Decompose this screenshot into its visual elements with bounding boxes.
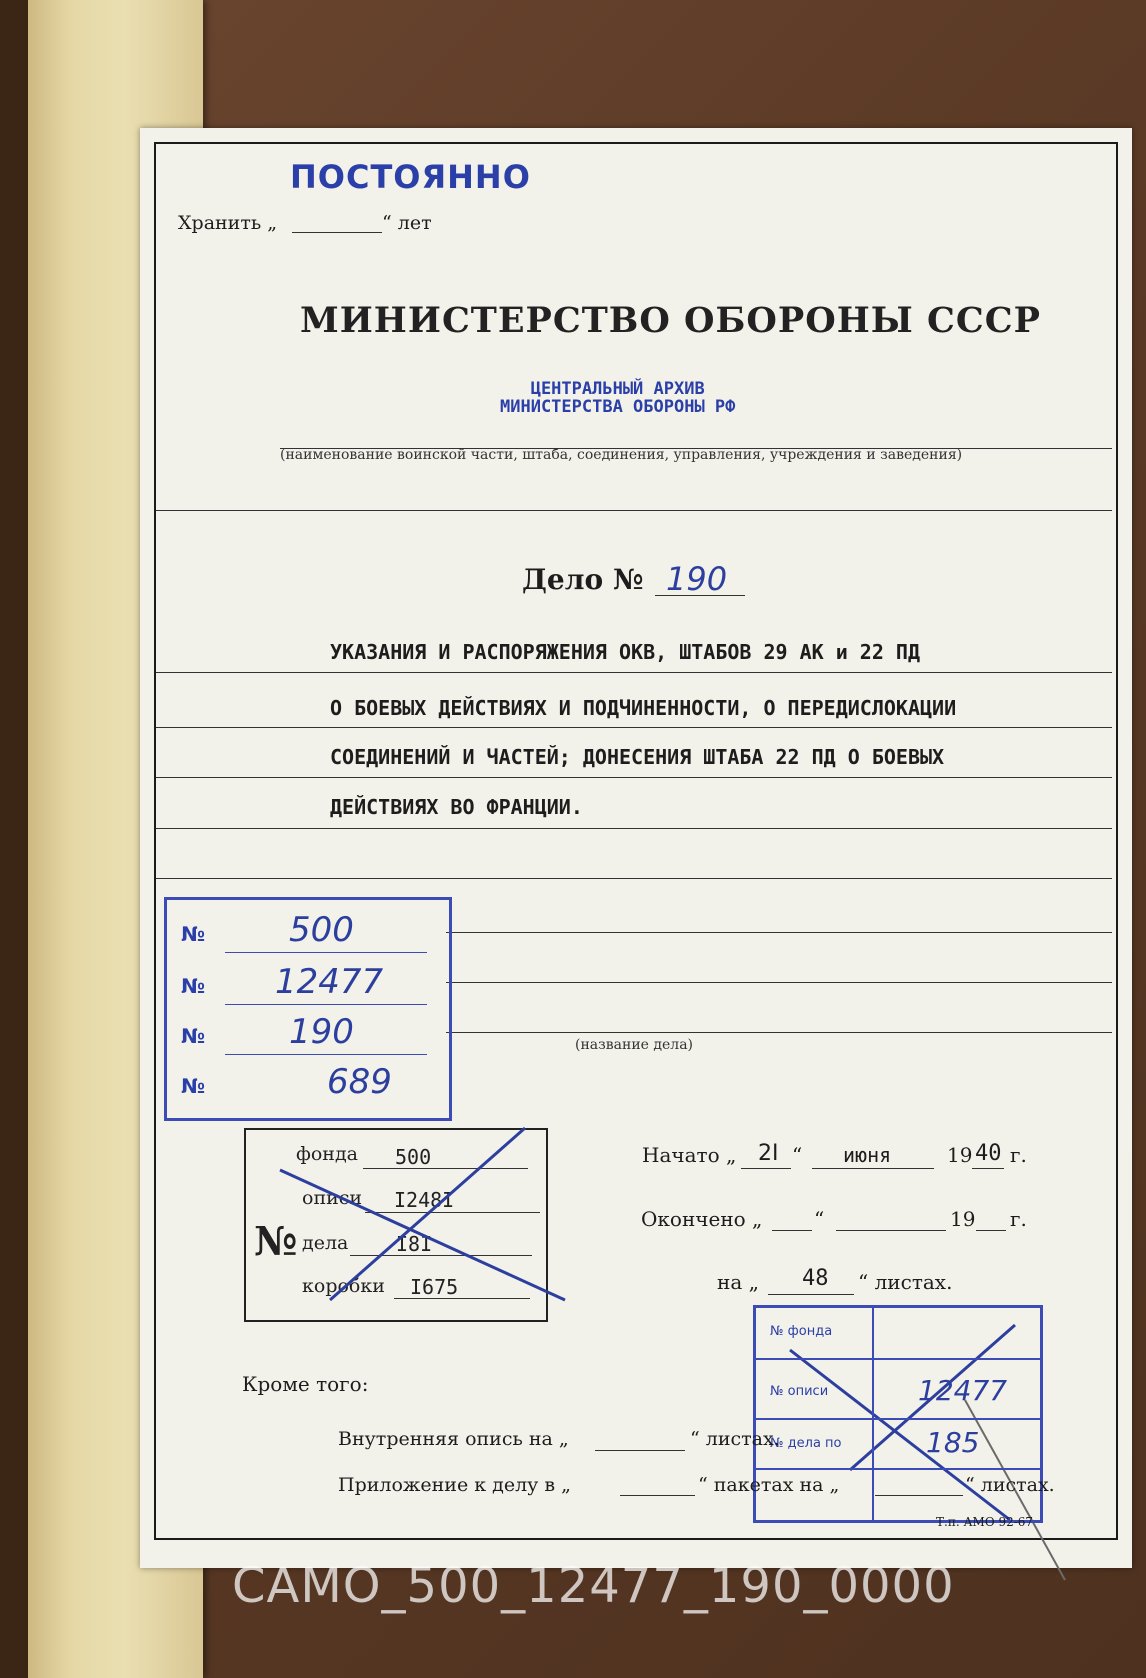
case-title-line-1: УКАЗАНИЯ И РАСПОРЯЖЕНИЯ ОКВ, ШТАБОВ 29 АК и 22 ПД [330, 640, 921, 664]
ministry-title: МИНИСТЕРСТВО ОБОРОНЫ СССР [300, 300, 1041, 341]
permanent-stamp: ПОСТОЯННО [290, 158, 531, 196]
inner-inventory-suffix: “ листах. [690, 1428, 780, 1450]
keep-suffix: “ лет [382, 212, 432, 234]
archive-box-label-4: № [181, 1074, 206, 1098]
case-field-label: дела [302, 1232, 349, 1254]
inner-inventory-line [595, 1450, 685, 1451]
finished-day-line [772, 1230, 812, 1231]
attachment-label: Приложение к делу в „ [338, 1474, 571, 1496]
keep-label: Хранить „ [178, 212, 278, 234]
attachment-sheets-line [875, 1495, 963, 1496]
finished-mid: “ [814, 1207, 825, 1231]
print-mark: Т.п. АМО 92-67 [936, 1515, 1034, 1529]
started-day: 2I [758, 1141, 779, 1166]
fond-box-number-sign: № [254, 1218, 298, 1265]
ref-fond-label: № фонда [770, 1324, 833, 1339]
fond-value: 500 [395, 1145, 432, 1169]
inner-inventory-label: Внутренняя опись на „ [338, 1428, 569, 1450]
inventory-value: I248I [394, 1188, 455, 1212]
attachment-packets-line [620, 1495, 695, 1496]
archive-box-label-1: № [181, 922, 206, 946]
sheets-value: 48 [802, 1266, 829, 1291]
sheets-suffix: “ листах. [858, 1270, 953, 1294]
archive-box-case: 190 [289, 1012, 354, 1052]
started-label: Начато „ [642, 1143, 737, 1167]
attachment-suffix: “ листах. [965, 1474, 1055, 1496]
case-title-line-4: ДЕЙСТВИЯХ ВО ФРАНЦИИ. [330, 795, 583, 819]
sheets-line [768, 1294, 854, 1295]
started-month-line [812, 1168, 934, 1169]
started-month: июня [843, 1143, 892, 1167]
ref-inventory-value: 12477 [918, 1374, 1008, 1407]
started-day-quote: “ [792, 1143, 803, 1167]
started-day-line [741, 1168, 791, 1169]
case-title-caption: (название дела) [575, 1037, 694, 1053]
archive-box-inventory: 12477 [275, 962, 384, 1002]
started-year-prefix: 19 [947, 1143, 973, 1167]
case-title-line-2: О БОЕВЫХ ДЕЙСТВИЯХ И ПОДЧИНЕННОСТИ, О ПЕРЕДИСЛОКАЦИИ [330, 696, 957, 720]
started-year: 40 [975, 1141, 1002, 1166]
finished-year-prefix: 19 [950, 1207, 976, 1231]
finished-year-line [976, 1230, 1006, 1231]
archive-box-fond: 500 [289, 910, 354, 950]
unit-caption: (наименование воинской части, штаба, соединения, управления, учреждения и заведения) [280, 447, 963, 463]
case-title-line-3: СОЕДИНЕНИЙ И ЧАСТЕЙ; ДОНЕСЕНИЯ ШТАБА 22 ПД О БОЕВЫХ [330, 745, 945, 769]
fond-label: фонда [296, 1143, 359, 1165]
box-label: коробки [302, 1275, 385, 1297]
finished-label: Окончено „ [641, 1207, 763, 1231]
archive-box-sheet: 689 [327, 1062, 392, 1102]
inventory-label: описи [302, 1187, 363, 1209]
archive-box-label-3: № [181, 1024, 206, 1048]
started-year-line [972, 1168, 1004, 1169]
box-value: I675 [410, 1275, 459, 1299]
sheets-label: на „ [717, 1270, 759, 1294]
ref-inventory-label: № описи [770, 1384, 829, 1399]
finished-month-line [836, 1230, 946, 1231]
archive-watermark: CAMO_500_12477_190_0000 [232, 1558, 955, 1614]
archive-stamp-line2: МИНИСТЕРСТВА ОБОРОНЫ РФ [500, 397, 736, 417]
archive-stamp-line1: ЦЕНТРАЛЬНЫЙ АРХИВ [530, 379, 705, 399]
archive-box-label-2: № [181, 974, 206, 998]
ref-case-label: № дела по [770, 1436, 842, 1451]
ref-case-value: 185 [926, 1426, 980, 1459]
started-suffix: г. [1010, 1143, 1027, 1167]
case-field-value: I8I [396, 1232, 433, 1256]
besides-label: Кроме того: [242, 1372, 369, 1396]
attachment-mid: “ пакетах на „ [698, 1474, 840, 1496]
case-number: 190 [666, 560, 728, 598]
finished-suffix: г. [1010, 1207, 1027, 1231]
case-label: Дело № [522, 563, 644, 596]
